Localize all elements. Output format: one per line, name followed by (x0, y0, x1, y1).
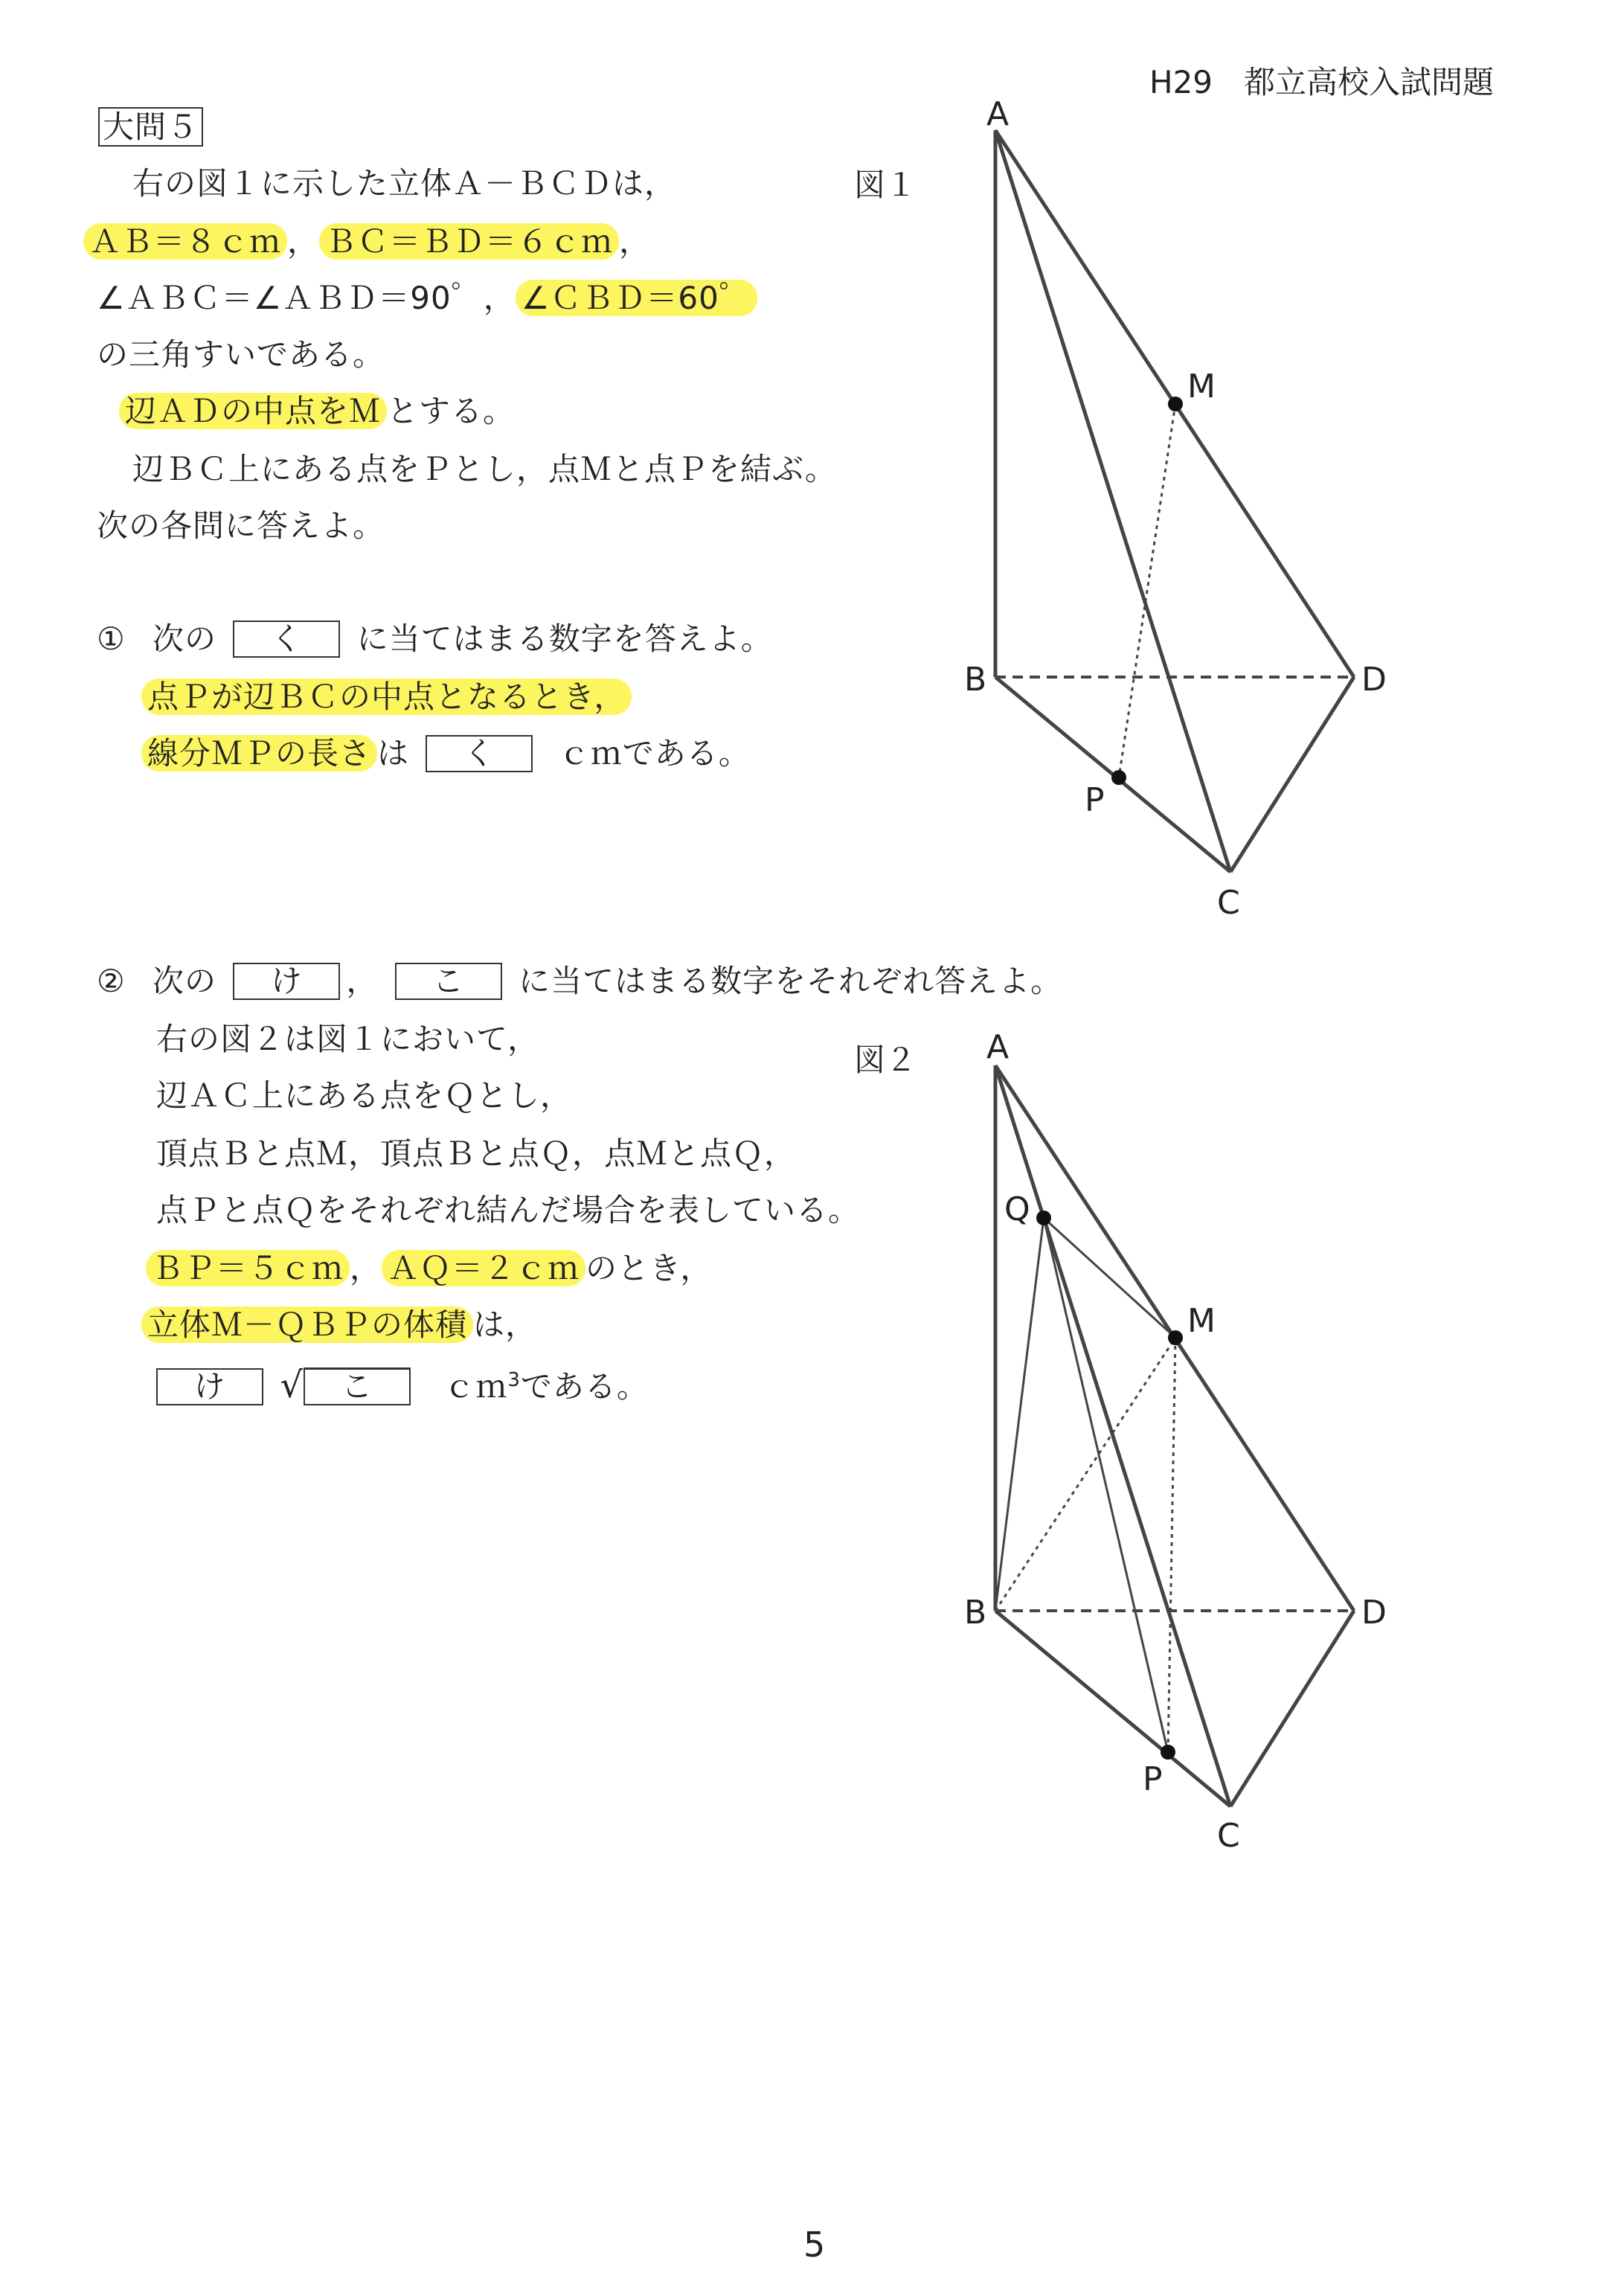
intro-line-6: 辺ＢＣ上にある点をＰとし，点Ｍと点Ｐを結ぶ。 (132, 451, 837, 487)
q1-line-2 (141, 679, 632, 716)
unit-cm: ｃｍ (443, 1368, 508, 1405)
edge-cd (1230, 1611, 1354, 1806)
label-d: D (1361, 661, 1387, 699)
answer-box-ke-2: け (156, 1368, 263, 1405)
segment-bm (995, 1338, 1175, 1611)
sep: ， (350, 1250, 382, 1286)
sep: ， (287, 223, 320, 260)
q2-answer-line (150, 1362, 649, 1405)
section-title (98, 109, 203, 146)
q1-line-1 (97, 621, 773, 658)
q2-line-3: 辺ＡＣ上にある点をＱとし， (156, 1077, 573, 1114)
answer-box-ku: く (233, 621, 340, 658)
q2-text: のとき， (585, 1250, 713, 1286)
edge-bc (995, 1611, 1230, 1806)
point-m (1168, 1330, 1183, 1345)
highlight-volume: 立体Ｍ－ＱＢＰの体積 (141, 1306, 473, 1343)
q2-line-7 (141, 1306, 537, 1344)
label-a: A (986, 1028, 1010, 1066)
label-q: Q (1004, 1190, 1030, 1228)
segment-mp (1168, 1338, 1175, 1752)
q2-line-2: 右の図２は図１において， (156, 1021, 540, 1057)
q1-post: に当てはまる数字を答えよ。 (356, 621, 773, 657)
intro-text: とする。 (387, 393, 516, 429)
label-b: B (964, 661, 987, 699)
point-q (1036, 1210, 1051, 1225)
highlight-ab: ＡＢ＝８ｃｍ (83, 223, 287, 260)
highlight-bc-bd: ＢＣ＝ＢＤ＝６ｃｍ (319, 223, 619, 260)
edge-ac (995, 1065, 1230, 1806)
label-m: M (1187, 1302, 1216, 1340)
q1-pre: 次の (153, 621, 217, 657)
answer-box-ku-2: く (426, 735, 533, 772)
answer-box-ke: け (233, 963, 340, 1000)
sqrt-sign: √ (280, 1365, 304, 1406)
q2-end: である。 (520, 1368, 649, 1405)
highlight-aq: ＡＱ＝２ｃｍ (382, 1250, 585, 1286)
q1-number: ① (97, 621, 126, 657)
highlight-angle-cbd: ∠ＣＢＤ＝60゜ (516, 280, 757, 316)
point-m (1168, 397, 1183, 411)
intro-line-7: 次の各問に答えよ。 (97, 507, 385, 544)
section-title-box: 大問５ (98, 107, 203, 147)
intro-line-4: の三角すいである。 (97, 336, 385, 373)
segment-bq (995, 1218, 1044, 1611)
figure-1-label: 図１ (854, 167, 917, 203)
highlight-midpoint-m: 辺ＡＤの中点をＭ (119, 393, 387, 429)
q1-unit: ｃｍである。 (558, 735, 751, 772)
figure-1 (937, 82, 1443, 937)
edge-ac (995, 130, 1230, 872)
label-b: B (964, 1594, 987, 1632)
highlight-bp: ＢＰ＝５ｃｍ (146, 1250, 350, 1286)
unit-exponent: 3 (507, 1369, 521, 1391)
q1-line-3 (141, 735, 751, 772)
label-p: P (1085, 781, 1105, 819)
q1-text: は (377, 735, 410, 772)
q2-text: は， (473, 1306, 538, 1343)
segment-mp (1119, 404, 1175, 777)
intro-line-2 (83, 223, 651, 260)
point-p (1161, 1745, 1175, 1760)
label-d: D (1361, 1594, 1387, 1632)
label-c: C (1217, 1817, 1240, 1855)
intro-line-3 (97, 280, 757, 317)
intro-line-1: 右の図１に示した立体Ａ－ＢＣＤは， (132, 165, 677, 202)
q2-line-5: 点Ｐと点Ｑをそれぞれ結んだ場合を表している。 (156, 1192, 861, 1228)
label-a: A (986, 95, 1010, 133)
q2-line-1 (97, 963, 1062, 1000)
q2-line-4: 頂点Ｂと点Ｍ，頂点Ｂと点Ｑ，点Ｍと点Ｑ， (156, 1135, 797, 1172)
page-number: 5 (803, 2225, 826, 2265)
page-header: H29 都立高校入試問題 (1149, 64, 1495, 100)
angle-text: ∠ＡＢＣ＝∠ＡＢＤ＝90゜， (97, 280, 516, 316)
highlight-mp-length: 線分ＭＰの長さ (141, 735, 377, 772)
q2-line-6 (146, 1250, 712, 1287)
label-p: P (1143, 1760, 1163, 1798)
q2-sep: ， (346, 963, 379, 999)
sep: ， (619, 223, 652, 260)
answer-box-ko: こ (395, 963, 502, 1000)
highlight-p-midpoint: 点Ｐが辺ＢＣの中点となるとき， (141, 679, 632, 715)
q2-post: に当てはまる数字をそれぞれ答えよ。 (519, 963, 1063, 999)
point-p (1111, 770, 1126, 785)
label-m: M (1187, 368, 1216, 405)
answer-box-ko-2: こ (304, 1367, 411, 1405)
figure-2 (937, 1019, 1443, 1860)
figure-2-label: 図２ (854, 1042, 917, 1078)
intro-line-5 (119, 393, 515, 430)
q2-pre: 次の (153, 963, 217, 999)
label-c: C (1217, 884, 1240, 922)
edge-cd (1230, 677, 1354, 872)
q2-number: ② (97, 963, 126, 999)
